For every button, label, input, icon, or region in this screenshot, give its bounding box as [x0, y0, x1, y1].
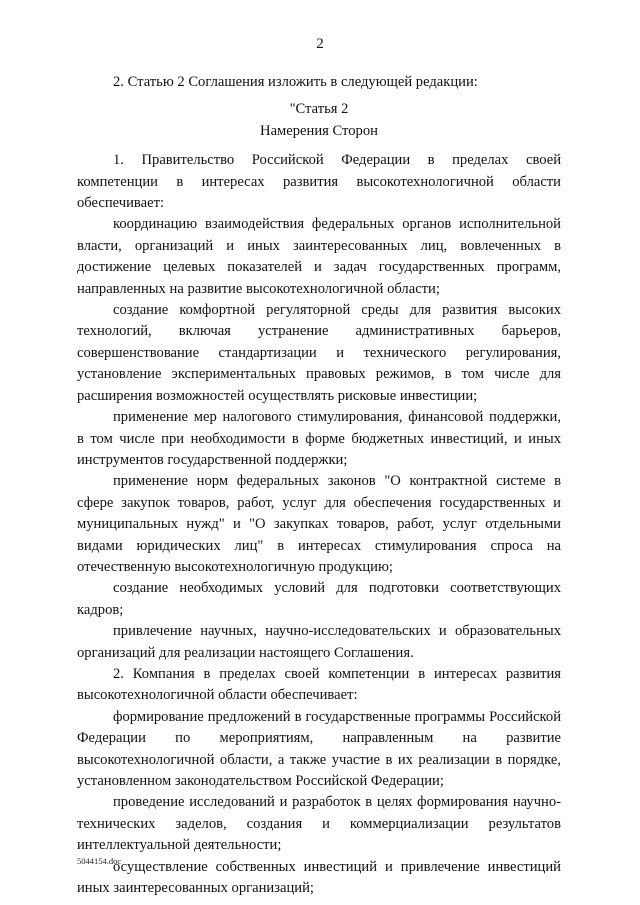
paragraph: проведение исследований и разработок в целях формирования научно-технических заделов, создания и коммерциализации результатов интеллектуальной деятельности; — [77, 794, 561, 854]
file-name-footer: 5044154.doc — [77, 856, 122, 866]
article-subtitle: Намерения Сторон — [260, 122, 378, 139]
paragraph: 1. Правительство Российской Федерации в пределах своей компетенции в интересах развития высокотехнологичной области обеспечивает: — [77, 152, 561, 212]
page-number: 2 — [316, 36, 324, 52]
paragraph: создание комфортной регуляторной среды для развития высоких технологий, включая устранение административных барьеров, совершенствование стандартизации и технического регулирования, установление экспериментальных правовых режимов, в том числе для расширения возможностей осуществлять рисковые инвестиции; — [77, 302, 561, 404]
paragraph: применение норм федеральных законов "О контрактной системе в сфере закупок товаров, работ, услуг для обеспечения государственных и муниципальных нужд" и "О закупках товаров, работ, услуг отдельными видами юридических лиц" в интересах стимулирования спроса на отечественную высокотехнологичную продукцию; — [77, 473, 561, 575]
article-title: "Статья 2 — [289, 101, 349, 118]
paragraph: применение мер налогового стимулирования, финансовой поддержки, в том числе при необходимости в форме бюджетных инвестиций, и иных инструментов государственной поддержки; — [77, 409, 561, 468]
paragraph: создание необходимых условий для подготовки соответствующих кадров; — [77, 580, 561, 618]
paragraph: привлечение научных, научно-исследовательских и образовательных организаций для реализации настоящего Соглашения. — [77, 623, 561, 661]
paragraph: формирование предложений в государственные программы Российской Федерации по мероприятиям, направленным на развитие высокотехнологичной области, а также участие в их реализации в порядке, установленном законодательством Российской Федерации; — [77, 708, 561, 789]
paragraph: осуществление собственных инвестиций и привлечение инвестиций иных заинтересованных организаций; — [77, 858, 561, 897]
document-body — [77, 72, 561, 899]
paragraph: координацию взаимодействия федеральных органов исполнительной власти, организаций и иных заинтересованных лиц, вовлеченных в достижение целевых показателей и задач государственных программ, направленных на развитие высокотехнологичной области; — [77, 216, 561, 297]
paragraph: 2. Компания в пределах своей компетенции в интересах развития высокотехнологичной области обеспечивает: — [77, 665, 561, 704]
intro-paragraph: 2. Статью 2 Соглашения изложить в следующей редакции: — [113, 74, 478, 90]
